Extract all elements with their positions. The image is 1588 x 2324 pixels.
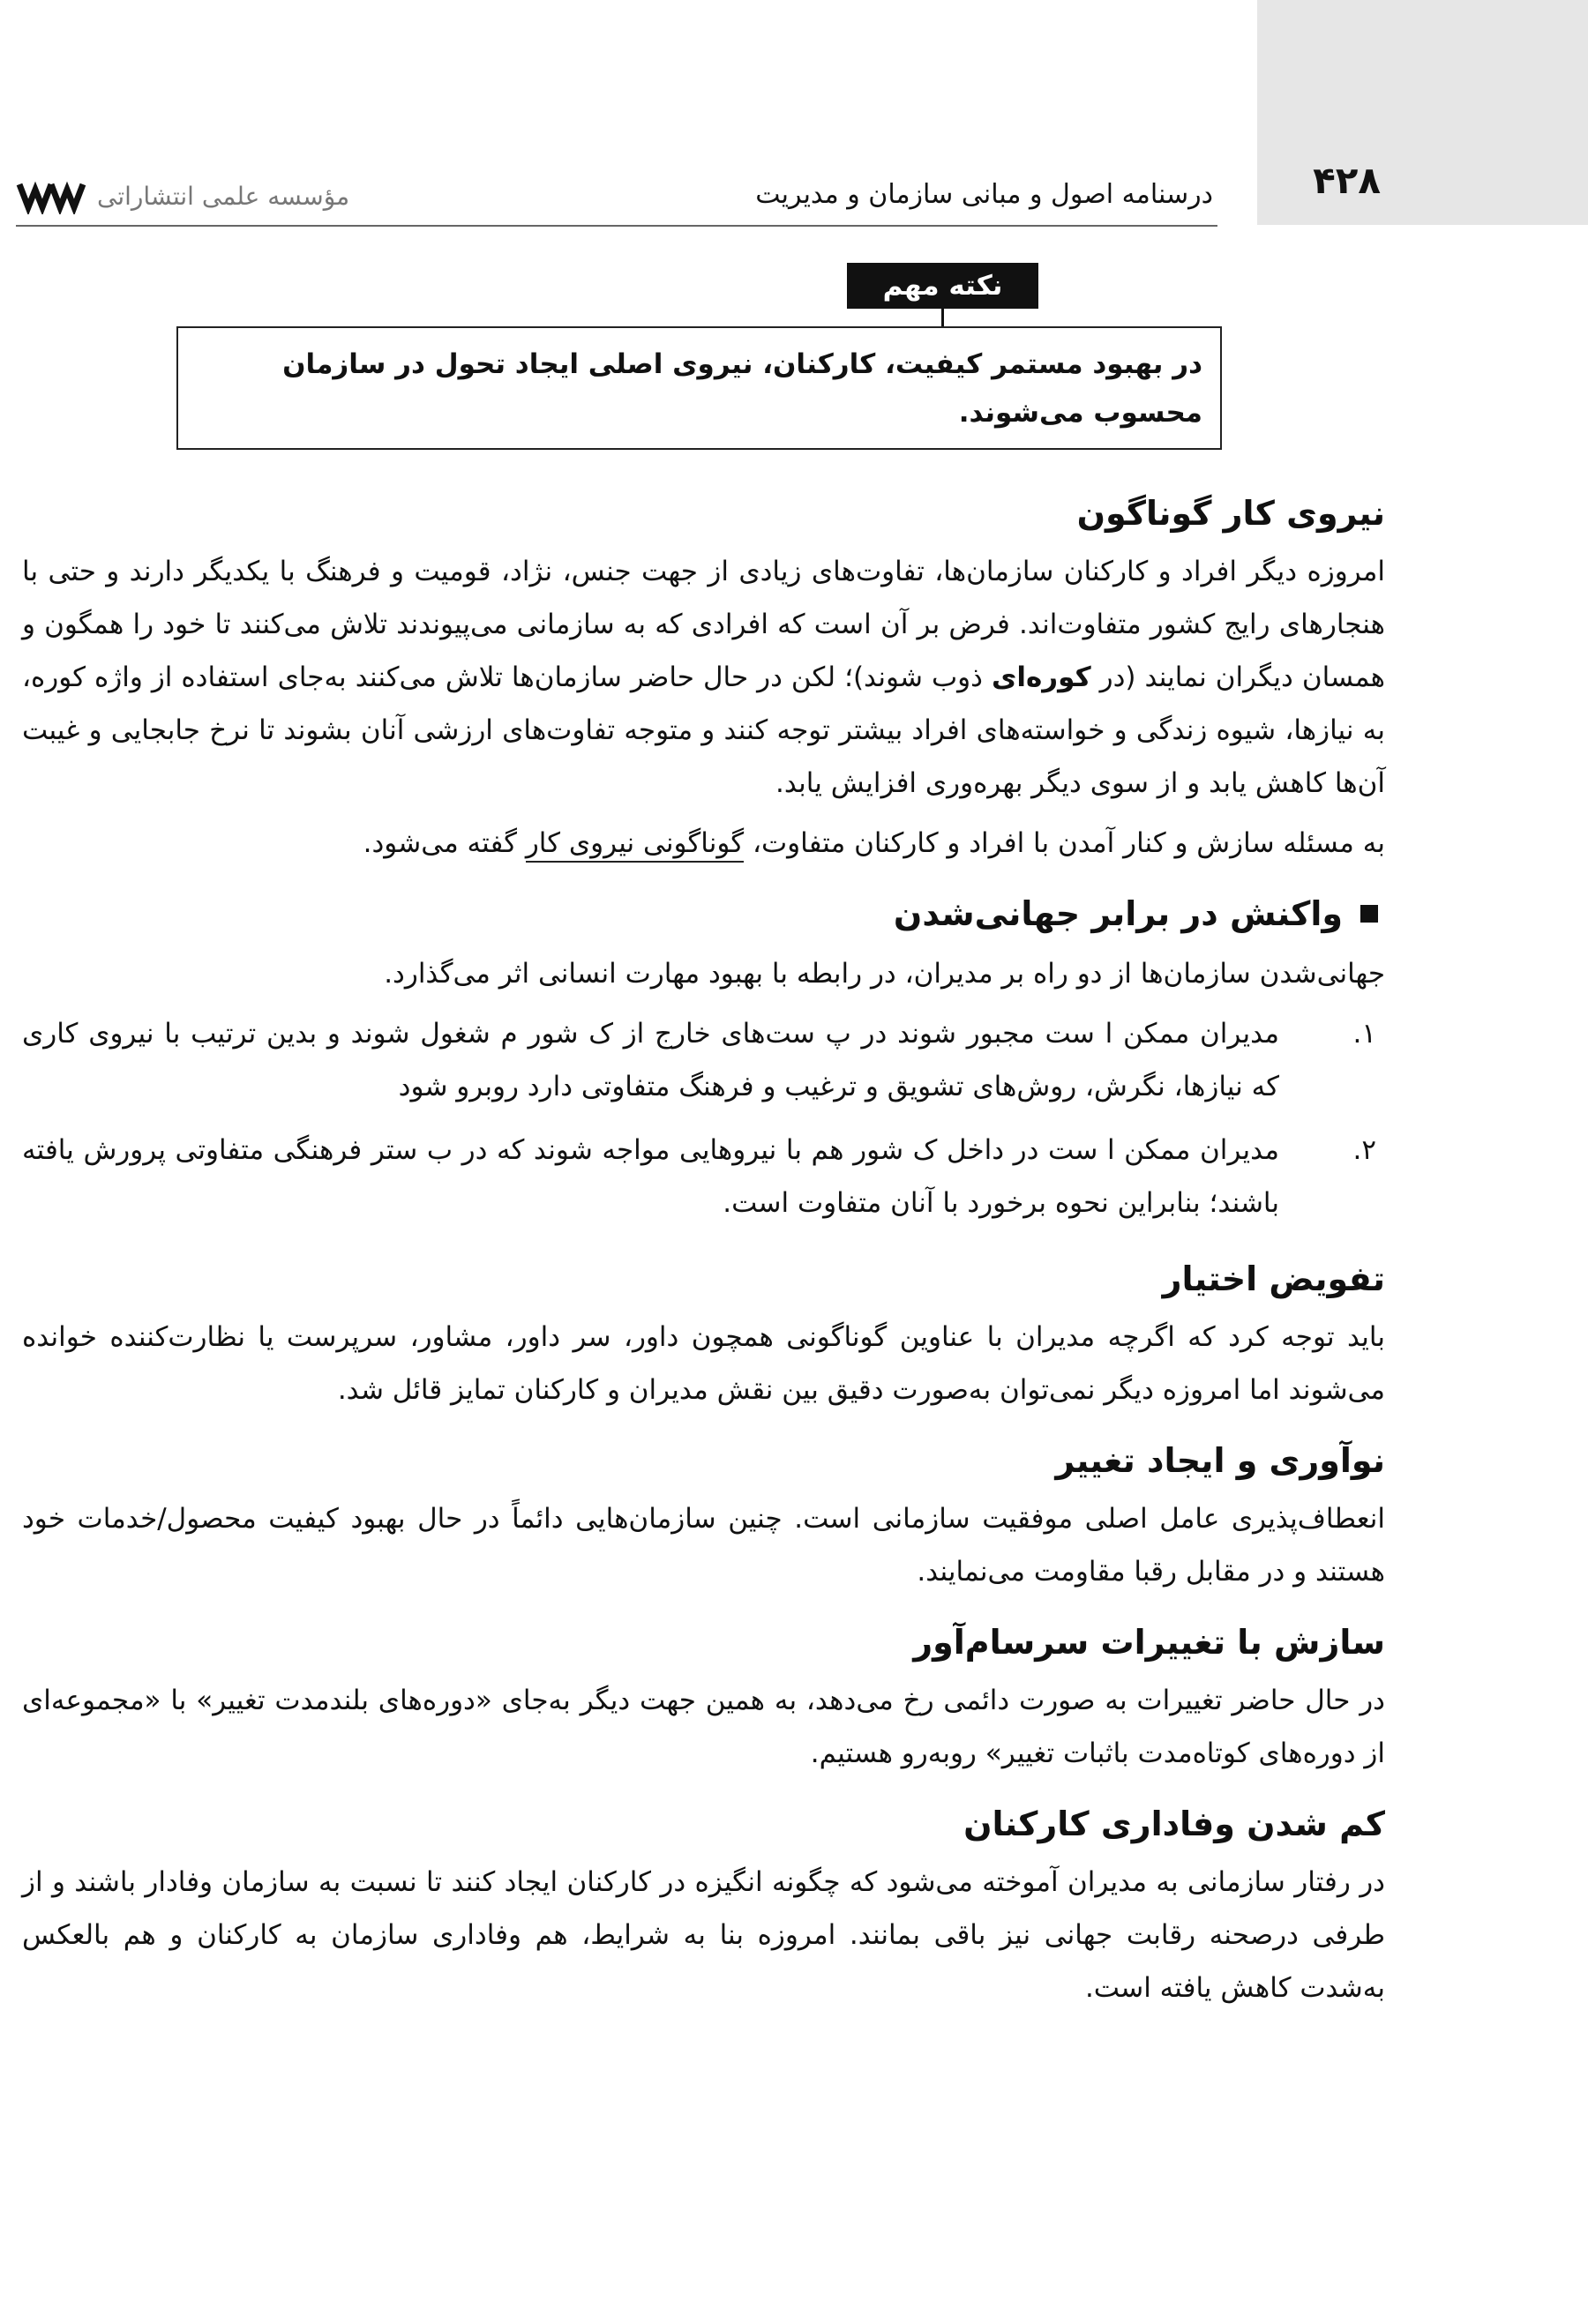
bold-term-furnace: کوره‌ای [991,661,1091,693]
paragraph-diverse-workforce [22,545,1385,810]
section-heading-delegation: تفویض اختیار [1162,1259,1385,1298]
book-title: درسنامه اصول و مبانی سازمان و مدیریت [755,179,1213,210]
page-number: ۴۲۸ [1313,159,1381,202]
list-item [22,1124,1385,1229]
section-heading-innovation: نوآوری و ایجاد تغییر [1055,1441,1385,1480]
section-heading-loyalty: کم شدن وفاداری کارکنان [963,1805,1385,1843]
section-heading-globalization [22,887,1385,940]
paragraph-workforce-diversity-definition [22,817,1385,870]
list-item-text: مدیران ممکن ا ست مجبور شوند در پ ست‌های خارج از ک شور م شغول شوند و بدین ترتیب با نیروی کاری که نیازها، نگرش، روش‌های تشویق و ترغیب و فرهنگ متفاوتی دارد روبرو شود [22,1018,1279,1102]
underlined-term: گوناگونی نیروی کار [526,827,744,863]
list-item-number: ۲. [1352,1134,1376,1166]
tip-box [176,326,1222,450]
tip-label: نکته مهم [847,263,1038,309]
text-run: امروزه دیگر افراد و کارکنان سازمان‌ها، تفاوت‌های زیادی از جهت جنس، نژاد، قومیت و فرهنگ با یکدیگر دارند و حتی با هنجارهای رایج کشور متفاوت‌اند. فرض بر آن است که افرادی که به سازمانی می‌پیوندند تلاش می‌کنند تا خود را همگون و همسان دیگران نمایند (در [22,556,1385,693]
paragraph-globalization-intro: جهانی‌شدن سازمان‌ها از دو راه بر مدیران، در رابطه با بهبود مهارت انسانی اثر می‌گذارد. [384,958,1385,990]
paragraph-delegation: باید توجه کرد که اگرچه مدیران با عناوین گوناگونی همچون داور، سر داور، مشاور، سرپرست یا نظارت‌کننده خوانده می‌شوند اما امروزه دیگر نمی‌توان به‌صورت دقیق بین نقش مدیران و کارکنان تمایز قائل شد. [22,1321,1385,1406]
tip-connector [941,309,944,326]
main-content [22,487,1385,2032]
text-run: ذوب شوند)؛ لکن در حال حاضر سازمان‌ها تلاش می‌کنند به‌جای استفاده از واژه کوره، به نیازها، شیوه زندگی و خواسته‌های افراد بیشتر توجه کنند و متوجه تفاوت‌های ارزشی آنان بشوند تا نرخ جابجایی و غیبت آن‌ها کاهش یابد و از سوی دیگر بهره‌وری افزایش یابد. [22,661,1385,799]
paragraph-innovation: انعطاف‌پذیری عامل اصلی موفقیت سازمانی است. چنین سازمان‌هایی دائماً در حال بهبود کیفیت محصول/خدمات خود هستند و در مقابل رقبا مقاومت می‌نمایند. [22,1503,1385,1588]
section-heading-diverse-workforce: نیروی کار گوناگون [1076,494,1385,533]
paragraph-loyalty: در رفتار سازمانی به مدیران آموخته می‌شود که چگونه انگیزه در کارکنان ایجاد کنند تا نسبت به سازمان وفادار باشند و از طرفی درصحنه رقابت جهانی نیز باقی بمانند. امروزه بنا به شرایط، هم وفاداری سازمان به کارکنان و هم بالعکس به‌شدت کاهش یافته است. [22,1866,1385,2004]
paragraph-chaotic-change: در حال حاضر تغییرات به صورت دائمی رخ می‌دهد، به همین جهت دیگر به‌جای «دوره‌های بلندمدت تغییر» با «مجموعه‌ای از دوره‌های کوتاه‌مدت باثبات تغییر» روبه‌رو هستیم. [22,1685,1385,1769]
globalization-list [22,1007,1385,1229]
publisher-name: مؤسسه علمی انتشاراتی [97,181,350,211]
publisher-logo-icon [16,177,86,214]
tip-text: در بهبود مستمر کیفیت، کارکنان، نیروی اصلی ایجاد تحول در سازمان محسوب می‌شوند. [282,348,1202,429]
running-header [16,172,1217,227]
list-item [22,1007,1385,1113]
publisher [16,177,349,214]
page-tab [1257,0,1588,225]
section-heading-chaotic-change: سازش با تغییرات سرسام‌آور [913,1623,1385,1662]
text-run: گفته می‌شود. [363,827,526,859]
list-item-number: ۱. [1352,1018,1376,1050]
list-item-text: مدیران ممکن ا ست در داخل ک شور هم با نیروهایی مواجه شوند که در ب ستر فرهنگی متفاوتی پرورش یافته باشند؛ بنابراین نحوه برخورد با آنان متفاوت است. [22,1134,1279,1219]
section-heading-text: واکنش در برابر جهانی‌شدن [893,894,1343,933]
square-bullet-icon [1360,905,1378,923]
text-run: به مسئله سازش و کنار آمدن با افراد و کارکنان متفاوت، [744,827,1385,859]
